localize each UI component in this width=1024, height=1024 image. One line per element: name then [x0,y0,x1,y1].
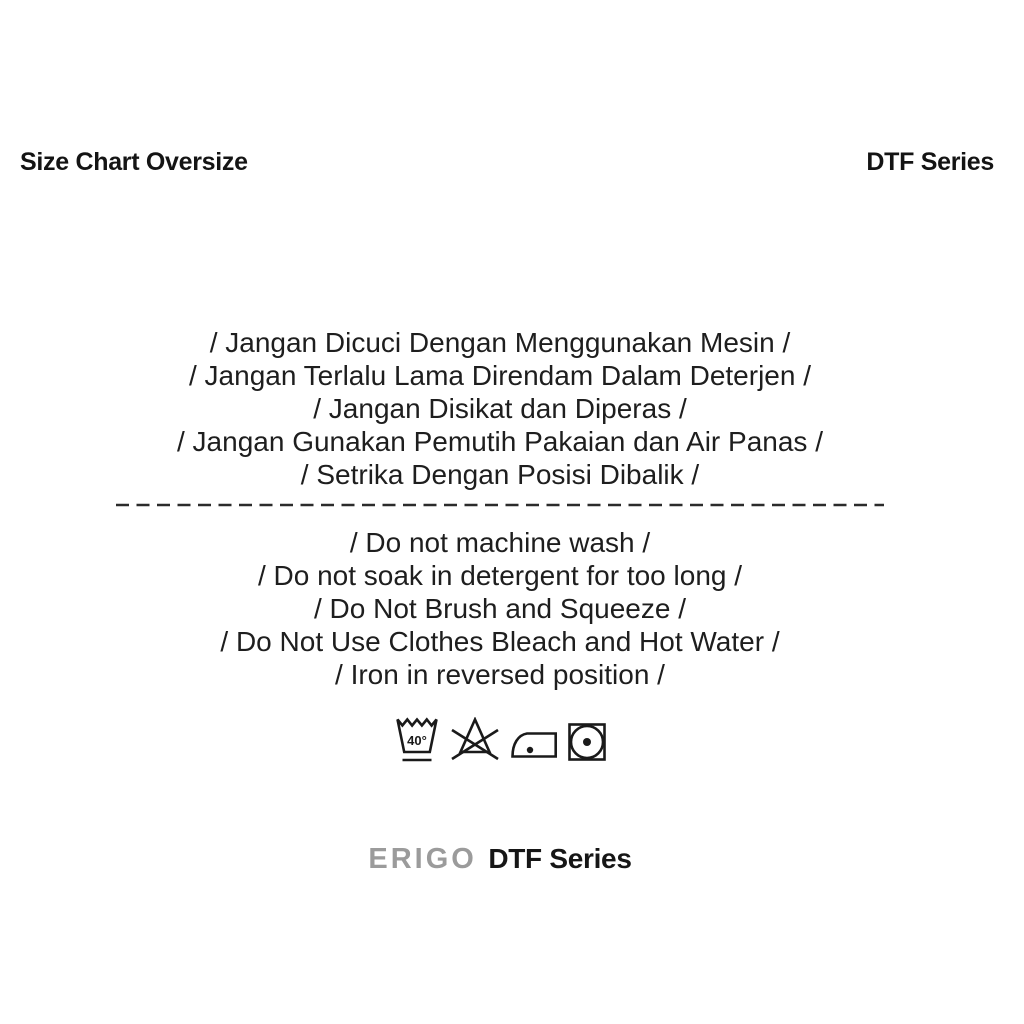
erigo-logo: ERIGO [368,843,477,875]
wash-40-icon [395,716,439,764]
care-line-id-1: / Jangan Dicuci Dengan Menggunakan Mesin / [209,327,791,358]
care-instructions-indonesian [0,326,1000,491]
care-line-id-5: / Setrika Dengan Posisi Dibalik / [300,459,700,490]
iron-low-temp-icon [511,731,557,759]
footer-series-label: DTF Series [488,843,632,874]
header [20,148,994,177]
care-line-id-4: / Jangan Gunakan Pemutih Pakaian dan Air Panas / [177,426,823,457]
care-line-en-4: / Do Not Use Clothes Bleach and Hot Water / [220,626,780,657]
do-not-bleach-icon [450,717,500,763]
series-title: DTF Series [866,148,994,176]
care-instructions-english [0,526,1000,691]
care-line-en-1: / Do not machine wash / [349,527,651,558]
divider [0,498,1000,512]
care-line-id-2: / Jangan Terlalu Lama Direndam Dalam Deterjen / [188,360,811,391]
care-symbols-row [0,716,1000,764]
care-line-id-3: / Jangan Disikat dan Diperas / [313,393,687,424]
care-line-en-5: / Iron in reversed position / [335,659,665,690]
care-line-en-2: / Do not soak in detergent for too long / [257,560,743,591]
dashed-line [114,498,886,512]
wash-temp-label: 40° [406,733,427,748]
page-title: Size Chart Oversize [20,148,248,176]
tumble-dry-icon [568,723,606,761]
footer-brand [0,843,1000,876]
care-line-en-3: / Do Not Brush and Squeeze / [314,593,686,624]
